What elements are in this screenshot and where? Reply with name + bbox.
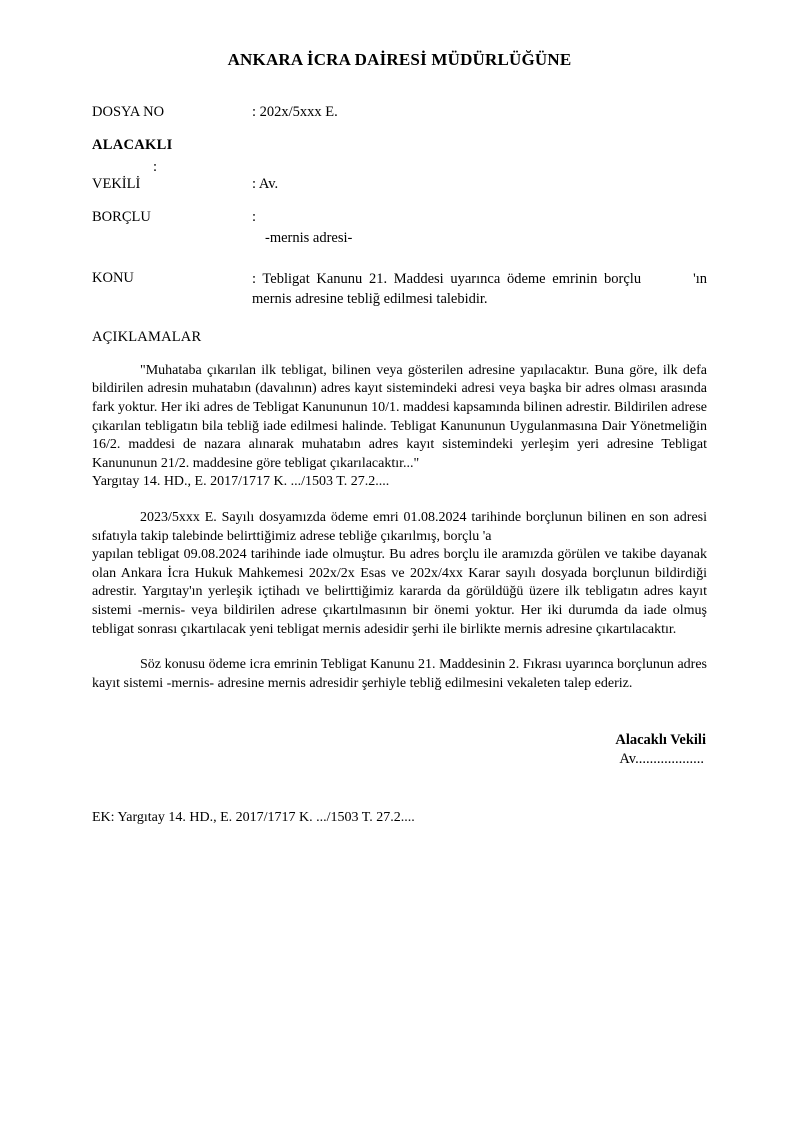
attachment-note: EK: Yargıtay 14. HD., E. 2017/1717 K. .../1503 T. 27.2.... <box>92 810 415 826</box>
field-value-dosya-no: : 202x/5xxx E. <box>252 104 338 121</box>
field-label-alacakli: ALACAKLI <box>92 136 173 153</box>
signature-block <box>92 731 707 769</box>
signature-name-line: Av................... <box>619 751 704 768</box>
paragraph-quote-citation: Yargıtay 14. HD., E. 2017/1717 K. .../1503 T. 27.2.... <box>92 474 390 490</box>
paragraph-dosya-aciklama <box>92 509 707 639</box>
field-label-vekili: VEKİLİ <box>92 176 141 193</box>
section-heading-aciklamalar: AÇIKLAMALAR <box>92 328 202 345</box>
paragraph-dosya-lead: 2023/5xxx E. Sayılı dosyamızda ödeme emri 01.08.2024 tarihinde borçlunun bilinen en son adresi sıfatıyla takip talebinde belirttiğimiz adrese tebliğe çıkarılmış, borçlu 'a <box>92 509 707 544</box>
field-block <box>92 103 711 308</box>
field-value-vekili: : Av. <box>252 176 279 193</box>
document-content <box>92 0 711 828</box>
paragraph-quote-text: "Muhataba çıkarılan ilk tebligat, bilinen veya gösterilen adresine yapılacaktır. Buna göre, ilk defa bildirilen adresin muhatabın (davalının) adres kayıt sistemindeki adresi veya başka bir adres olması arasında fark yoktur. Her iki adres de Tebligat Kanununun 10/1. maddesi kapsamında bilinen adrestir. Bildirilen adrese çıkarılan tebligatın bila tebliğ iade edilmesi halinde. Tebligat Kanununun Uygulanmasına Dair Yönetmeliğin 16/2. maddesi de nazara alınarak muhatabın adres kayıt sistemindeki yerleşim yeri adresine Tebligat Kanununun 21/2. maddesine göre tebligat çıkarılacaktır..." <box>92 362 707 471</box>
field-label-konu: KONU <box>92 269 134 286</box>
page-title: ANKARA İCRA DAİRESİ MÜDÜRLÜĞÜNE <box>227 50 572 69</box>
field-row-konu <box>92 269 711 309</box>
signature-role: Alacaklı Vekili <box>615 732 706 749</box>
field-label-dosya-no: DOSYA NO <box>92 104 165 121</box>
field-label-borclu: BORÇLU <box>92 208 151 225</box>
field-row-vekili <box>92 175 707 195</box>
field-row-alacakli <box>92 136 707 156</box>
borclu-mernis-address: -mernis adresi- <box>265 230 353 247</box>
konu-text-part2: 'ın mernis adresine tebliğ edilmesi talebidir. <box>252 270 711 307</box>
field-row-borclu <box>92 208 707 228</box>
field-value-konu <box>252 269 711 309</box>
field-value-borclu: : <box>252 208 257 225</box>
konu-text-part1: : Tebligat Kanunu 21. Maddesi uyarınca ödeme emrinin borçlu <box>252 270 642 287</box>
body-paragraphs <box>92 362 707 694</box>
field-colon-alacakli: : <box>153 158 158 175</box>
paragraph-dosya-rest: yapılan tebligat 09.08.2024 tarihinde iade olmuştur. Bu adres borçlu ile aramızda görülen ve takibe dayanak olan Ankara İcra Hukuk Mahkemesi 202x/2x Esas ve 202x/4xx Karar sayılı dosyada borçlunun bildirdiği adrestir. Yargıtay'ın yerleşik içtihadı ve belirttiğimiz kararda da görüldüğü üzere ilk tebligatın adres kayıt sistemi -mernis- veya bildirilen adrese çıkartılmasının bir önemi yoktur. Her iki durumda da iade olmuş tebligat sonrası çıkartılacak yeni tebligat mernis adesidir şerhi ile birlikte mernis adresine çıkartılacaktır. <box>92 547 707 637</box>
field-row-dosya-no <box>92 103 707 123</box>
paragraph-yargitay-alinti <box>92 362 707 492</box>
paragraph-talep: Söz konusu ödeme icra emrinin Tebligat Kanunu 21. Maddesinin 2. Fıkrası uyarınca borçlunun adres kayıt sistemi -mernis- adresine mernis adresidir şerhiyle tebliğ edilmesini vekaleten talep ederiz. <box>92 657 707 691</box>
